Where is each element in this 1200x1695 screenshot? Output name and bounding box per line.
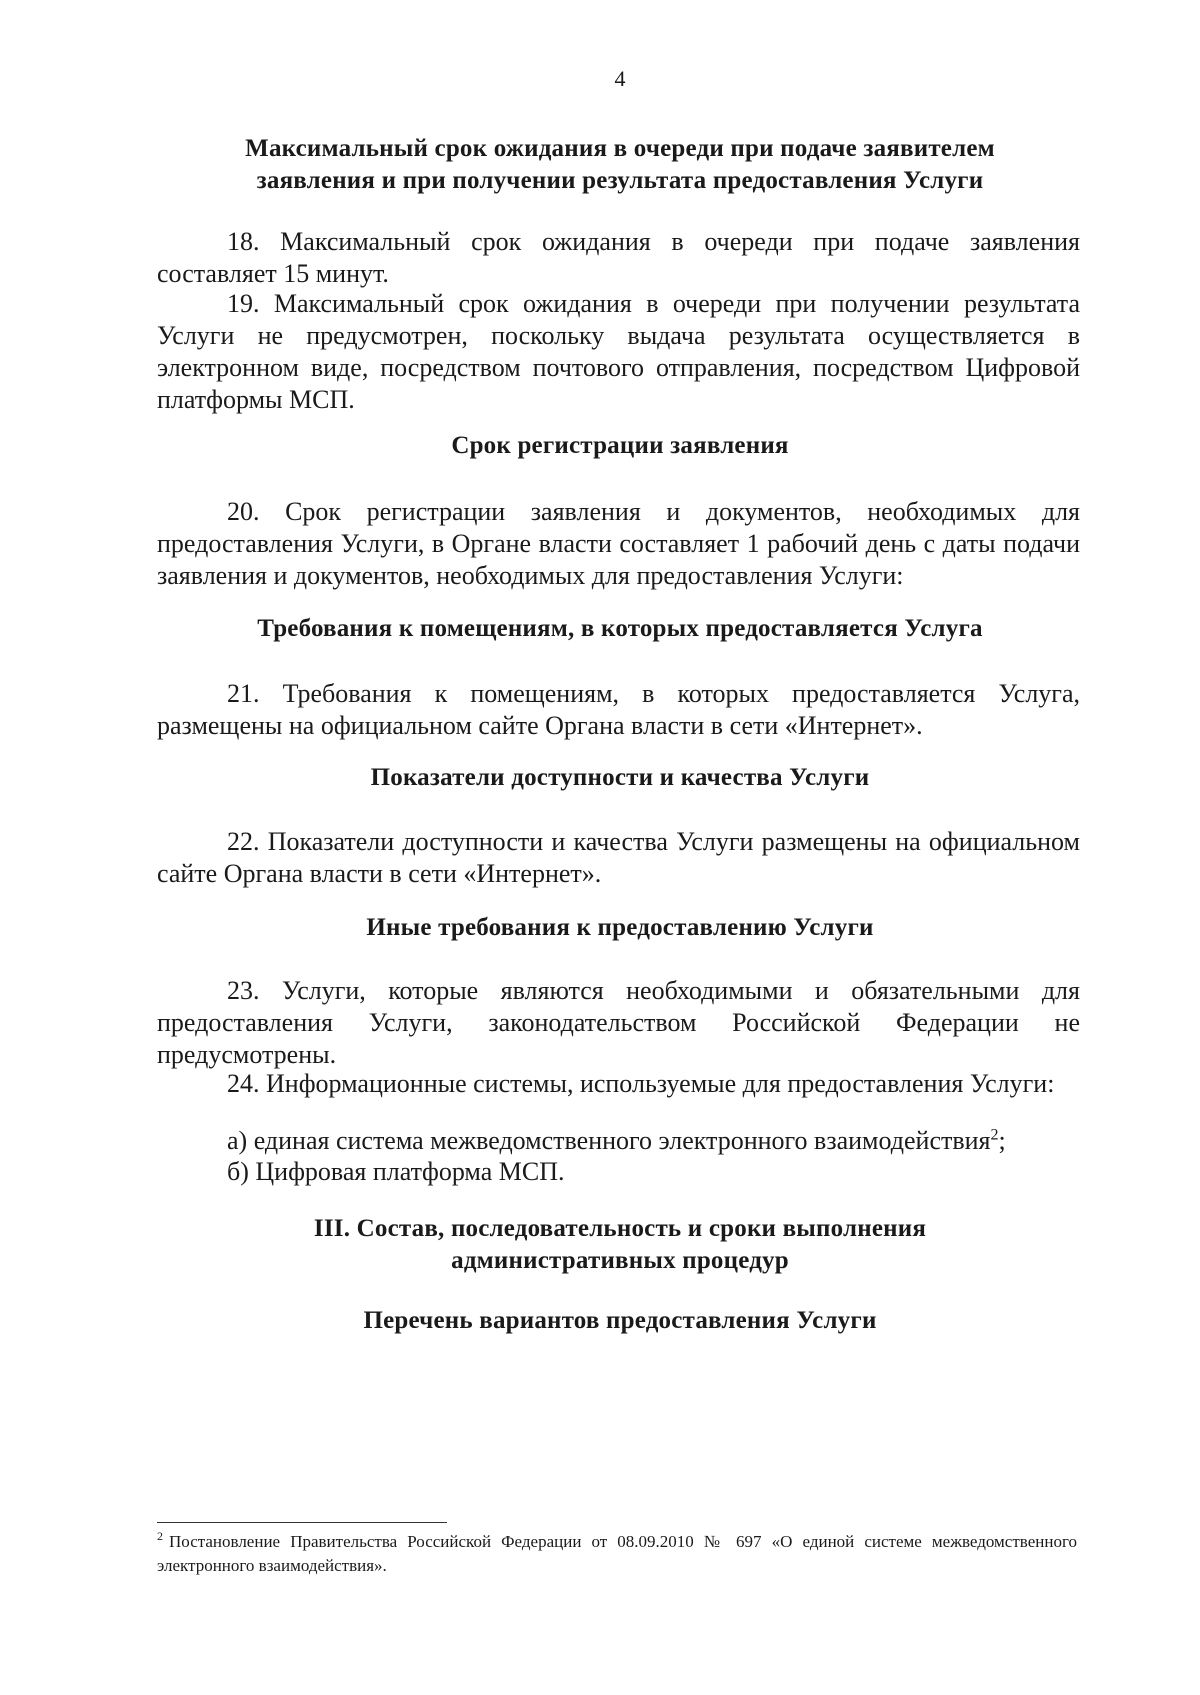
heading-chapter-3 [150,1213,1090,1277]
page-number: 4 [614,66,626,91]
paragraph-22 [157,826,1080,890]
paragraph-24-text: 24. Информационные системы, используемые для предоставления Услуги: [227,1069,1055,1098]
paragraph-20 [157,496,1080,592]
heading-queue-time [150,133,1090,197]
list-item-a-end: ; [998,1126,1006,1155]
heading-service-variants: Перечень вариантов предоставления Услуги [363,1307,877,1334]
paragraph-19 [157,288,1080,416]
heading-quality: Показатели доступности и качества Услуги [370,764,870,791]
paragraph-24 [157,1068,1080,1100]
footnote-divider [157,1522,447,1523]
paragraph-22-text: 22. Показатели доступности и качества Услуги размещены на официальном сайте Органа власти в сети «Интернет». [157,827,1080,888]
footnote-reference: 2 [990,1126,999,1144]
paragraph-18 [157,226,1080,290]
paragraph-23 [157,975,1080,1071]
heading-registration: Срок регистрации заявления [451,432,789,459]
heading-chapter-3-line2: административных процедур [451,1247,789,1274]
heading-other-requirements: Иные требования к предоставлению Услуги [366,914,874,941]
paragraph-19-text: 19. Максимальный срок ожидания в очереди при получении результата Услуги не предусмотрен, поскольку выдача результата осуществляется в электронном виде, посредством почтового отправления, посредством Цифровой платформы МСП. [157,289,1080,414]
list-item-a-text: а) единая система межведомственного электронного взаимодействия [227,1126,991,1155]
paragraph-21 [157,678,1080,742]
footnote-text: Постановление Правительства Российской Федерации от 08.09.2010 № 697 «О единой системе межведомственного электронного взаимодействия». [157,1532,1077,1575]
paragraph-21-text: 21. Требования к помещениям, в которых предоставляется Услуга, размещены на официальном сайте Органа власти в сети «Интернет». [157,679,1080,740]
heading-queue-time-line1: Максимальный срок ожидания в очереди при подаче заявителем [245,135,995,162]
paragraph-20-text: 20. Срок регистрации заявления и документов, необходимых для предоставления Услуги, в Органе власти составляет 1 рабочий день с даты подачи заявления и документов, необходимых для предоставления Услуги: [157,497,1080,590]
heading-premises: Требования к помещениям, в которых предоставляется Услуга [257,615,983,642]
list-item-a [157,1125,1080,1157]
list-item-b: б) Цифровая платформа МСП. [227,1157,565,1186]
footnote [157,1530,1077,1578]
heading-chapter-3-line1: III. Состав, последовательность и сроки выполнения [313,1215,927,1242]
paragraph-23-text: 23. Услуги, которые являются необходимыми и обязательными для предоставления Услуги, законодательством Российской Федерации не предусмотрены. [157,976,1080,1069]
footnote-marker: 2 [157,1529,163,1544]
heading-queue-time-line2: заявления и при получении результата предоставления Услуги [256,167,984,194]
paragraph-18-text: 18. Максимальный срок ожидания в очереди при подаче заявления составляет 15 минут. [157,227,1080,288]
